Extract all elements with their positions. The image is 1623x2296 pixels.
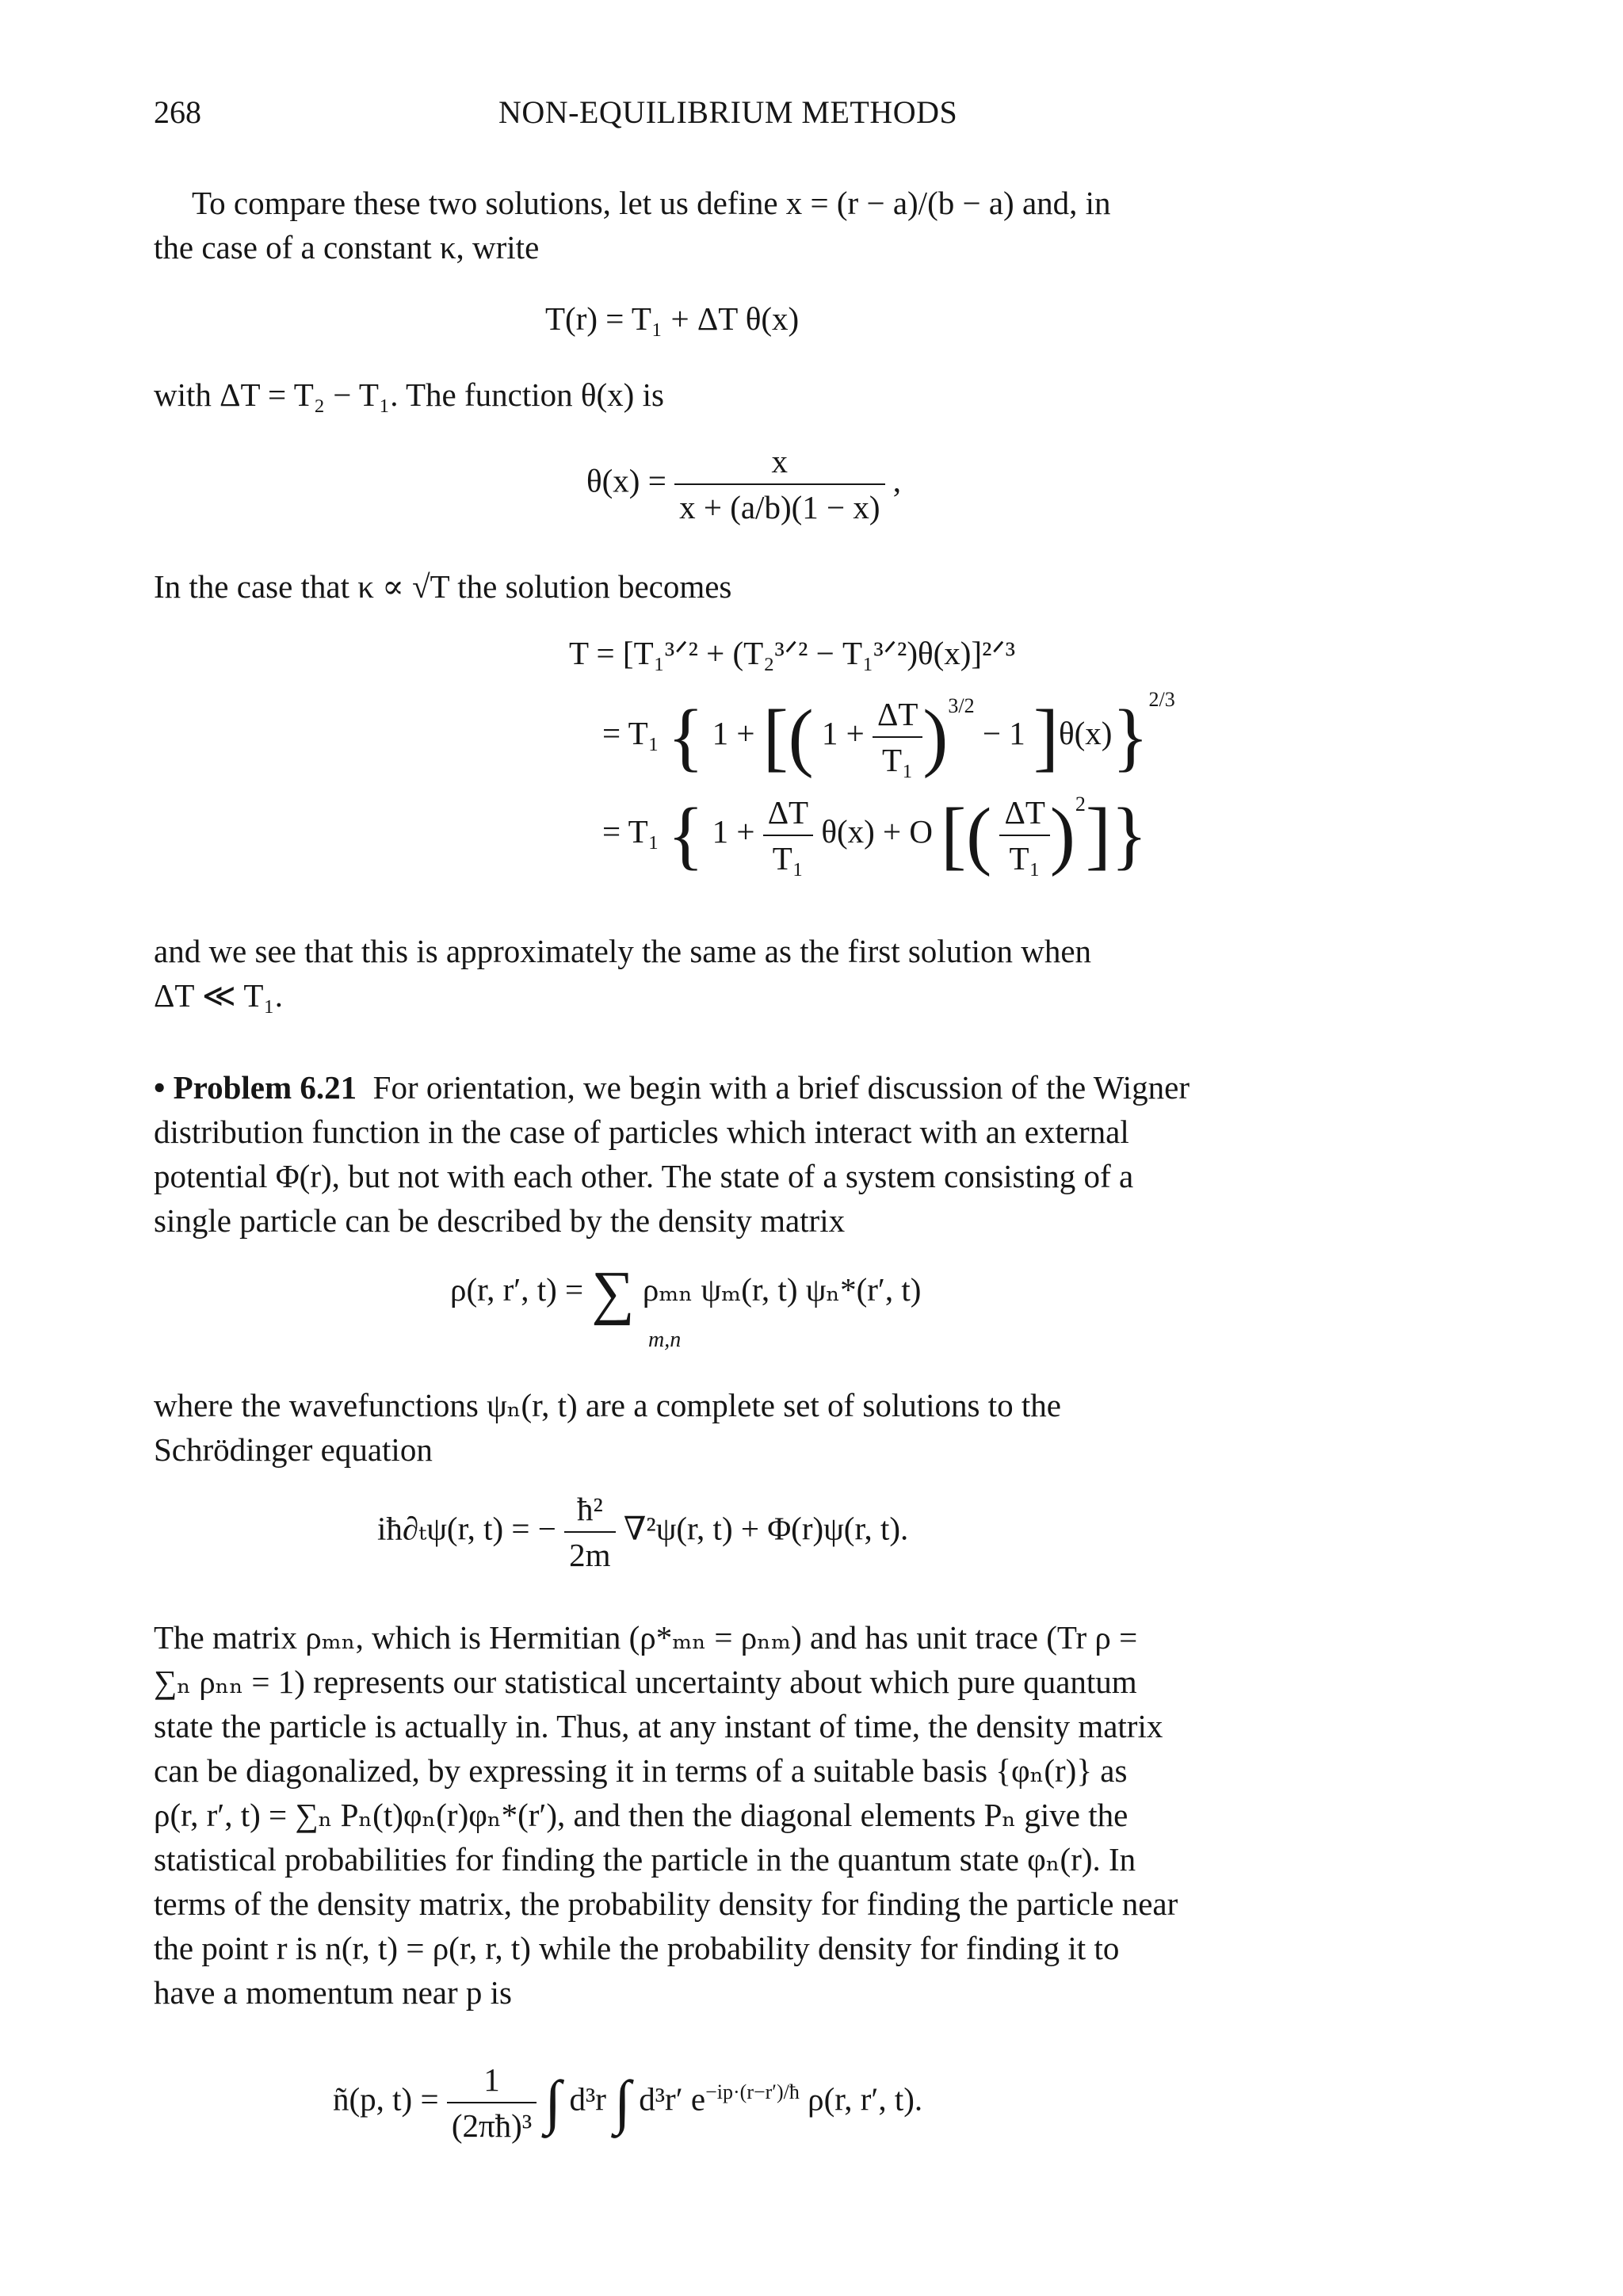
exponent: 2	[1075, 793, 1086, 816]
bracket-open: [	[941, 792, 967, 877]
brace-close: }	[1112, 693, 1149, 779]
intro-paragraph	[154, 181, 1473, 269]
delta-fraction	[873, 695, 922, 779]
brace-open: {	[667, 693, 705, 779]
text-line: state the particle is actually in. Thus, at any instant of time, the density matrix	[154, 1708, 1163, 1744]
theta-comma: ,	[892, 462, 902, 499]
equation-sqrt-line3	[602, 793, 1148, 877]
eq-part: 1 +	[712, 813, 755, 850]
text-line	[154, 1065, 1473, 1110]
where-paragraph	[154, 1383, 1473, 1472]
frac-den: (2πħ)³	[451, 2107, 533, 2144]
text-line: ρ(r, r′, t) = ∑ₙ Pₙ(t)φₙ(r)φₙ*(r′), and then the diagonal elements Pₙ give the	[154, 1797, 1128, 1833]
frac-num: ΔT	[1004, 793, 1045, 831]
eq-part: θ(x) + O	[821, 813, 934, 850]
text-line: with ΔT = T₂ − T₁. The function θ(x) is	[154, 376, 664, 413]
eq-part: ρ(r, r′, t).	[808, 2080, 923, 2118]
eq-part: = T₁	[602, 715, 659, 751]
matrix-paragraph	[154, 1615, 1473, 2015]
equation-sqrt-line1: T = [T₁³ᐟ² + (T₂³ᐟ² − T₁³ᐟ²)θ(x)]²ᐟ³	[569, 635, 1016, 671]
theta-denominator: x + (a/b)(1 − x)	[679, 489, 880, 525]
integral-symbol: ∫	[614, 2069, 631, 2136]
frac-den: 2m	[569, 1537, 611, 1573]
text-line: the point r is n(r, t) = ρ(r, r, t) while the probability density for finding it to	[154, 1930, 1120, 1966]
theta-fraction	[674, 442, 884, 526]
text-line: the case of a constant κ, write	[154, 229, 540, 266]
eq-part: iħ∂ₜψ(r, t) = −	[377, 1510, 556, 1547]
equation-schrodinger	[377, 1490, 908, 1574]
eq-part: ρ(r, r′, t) =	[450, 1270, 584, 1308]
frac-den: T₁	[882, 741, 914, 778]
running-head: NON-EQUILIBRIUM METHODS	[498, 94, 958, 130]
eq-part: θ(x)	[1058, 715, 1113, 751]
text-line: where the wavefunctions ψₙ(r, t) are a complete set of solutions to the	[154, 1387, 1061, 1423]
paren-open: (	[788, 693, 814, 779]
bracket-open: [	[762, 693, 789, 779]
text-line: terms of the density matrix, the probability density for finding the particle near	[154, 1885, 1178, 1922]
problem-label: Problem 6.21	[173, 1069, 357, 1106]
brace-open: {	[667, 792, 705, 877]
frac-den: T₁	[1009, 839, 1041, 877]
text-line: ΔT ≪ T₁.	[154, 977, 283, 1014]
equation-sqrt-line2	[602, 688, 1175, 779]
delta-fraction	[999, 793, 1049, 877]
equation-momentum-density	[333, 2061, 922, 2145]
equation-density-matrix	[450, 1259, 921, 1328]
problem-bullet: •	[154, 1069, 166, 1106]
bracket-close: ]	[1033, 693, 1059, 779]
text-line: Schrödinger equation	[154, 1431, 433, 1468]
frac-num: ΔT	[767, 793, 809, 831]
eq-part: ρₘₙ ψₘ(r, t) ψₙ*(r′, t)	[642, 1270, 922, 1308]
paren-close: )	[922, 693, 949, 779]
eq-part: ∇²ψ(r, t) + Φ(r)ψ(r, t).	[623, 1510, 909, 1547]
page-header	[154, 94, 1473, 141]
text-line: ∑ₙ ρₙₙ = 1) represents our statistical uncertainty about which pure quantum	[154, 1664, 1137, 1700]
theta-lhs: θ(x) =	[586, 462, 666, 499]
eq-part: − 1	[982, 715, 1025, 751]
exponent: 3/2	[948, 694, 975, 717]
eq-part: d³r	[569, 2080, 606, 2118]
exponent: −ip·(r−r′)/ħ	[705, 2080, 800, 2103]
paren-open: (	[966, 792, 992, 877]
sum-symbol: ∑	[591, 1259, 635, 1326]
frac-den: T₁	[772, 839, 804, 877]
frac-num: ħ²	[576, 1491, 603, 1527]
text-line: To compare these two solutions, let us define x = (r − a)/(b − a) and, in	[192, 185, 1111, 221]
prefactor-fraction	[447, 2061, 537, 2145]
frac-num: 1	[483, 2061, 500, 2098]
equation-theta	[586, 442, 901, 526]
text-line: distribution function in the case of particles which interact with an external	[154, 1114, 1129, 1150]
text-line: single particle can be described by the density matrix	[154, 1202, 846, 1239]
page-number: 268	[154, 94, 201, 130]
eq-part: 1 +	[712, 715, 755, 751]
text-line: In the case that κ ∝ √T the solution becomes	[154, 568, 732, 605]
with-line	[154, 372, 1473, 417]
integral-symbol: ∫	[544, 2069, 562, 2136]
bracket-close: ]	[1085, 792, 1111, 877]
equation-temperature: T(r) = T₁ + ΔT θ(x)	[545, 300, 800, 337]
delta-fraction	[763, 793, 813, 877]
theta-numerator: x	[771, 443, 789, 479]
text-line: can be diagonalized, by expressing it in terms of a suitable basis {φₙ(r)} as	[154, 1752, 1128, 1789]
eq-part: d³r′ e	[639, 2080, 706, 2118]
conclusion-paragraph	[154, 929, 1473, 1018]
sum-subscript: m,n	[648, 1328, 682, 1352]
sqrt-line	[154, 564, 1473, 609]
problem-text: For orientation, we begin with a brief discussion of the Wigner	[372, 1069, 1190, 1106]
text-line: statistical probabilities for finding the particle in the quantum state φₙ(r). In	[154, 1841, 1136, 1878]
brace-close: }	[1110, 792, 1148, 877]
problem-paragraph	[154, 1065, 1473, 1243]
text-line: have a momentum near p is	[154, 1974, 513, 2011]
eq-part: 1 +	[821, 715, 865, 751]
text-line: and we see that this is approximately the same as the first solution when	[154, 933, 1092, 969]
paren-close: )	[1049, 792, 1075, 877]
text-line: potential Φ(r), but not with each other. The state of a system consisting of a	[154, 1158, 1134, 1194]
frac-num: ΔT	[877, 695, 918, 732]
eq-part: ñ(p, t) =	[333, 2080, 439, 2118]
exponent: 2/3	[1148, 688, 1175, 711]
text-line: The matrix ρₘₙ, which is Hermitian (ρ*ₘₙ = ρₙₘ) and has unit trace (Tr ρ =	[154, 1619, 1138, 1656]
hbar-fraction	[564, 1490, 615, 1574]
eq-part: = T₁	[602, 813, 659, 850]
